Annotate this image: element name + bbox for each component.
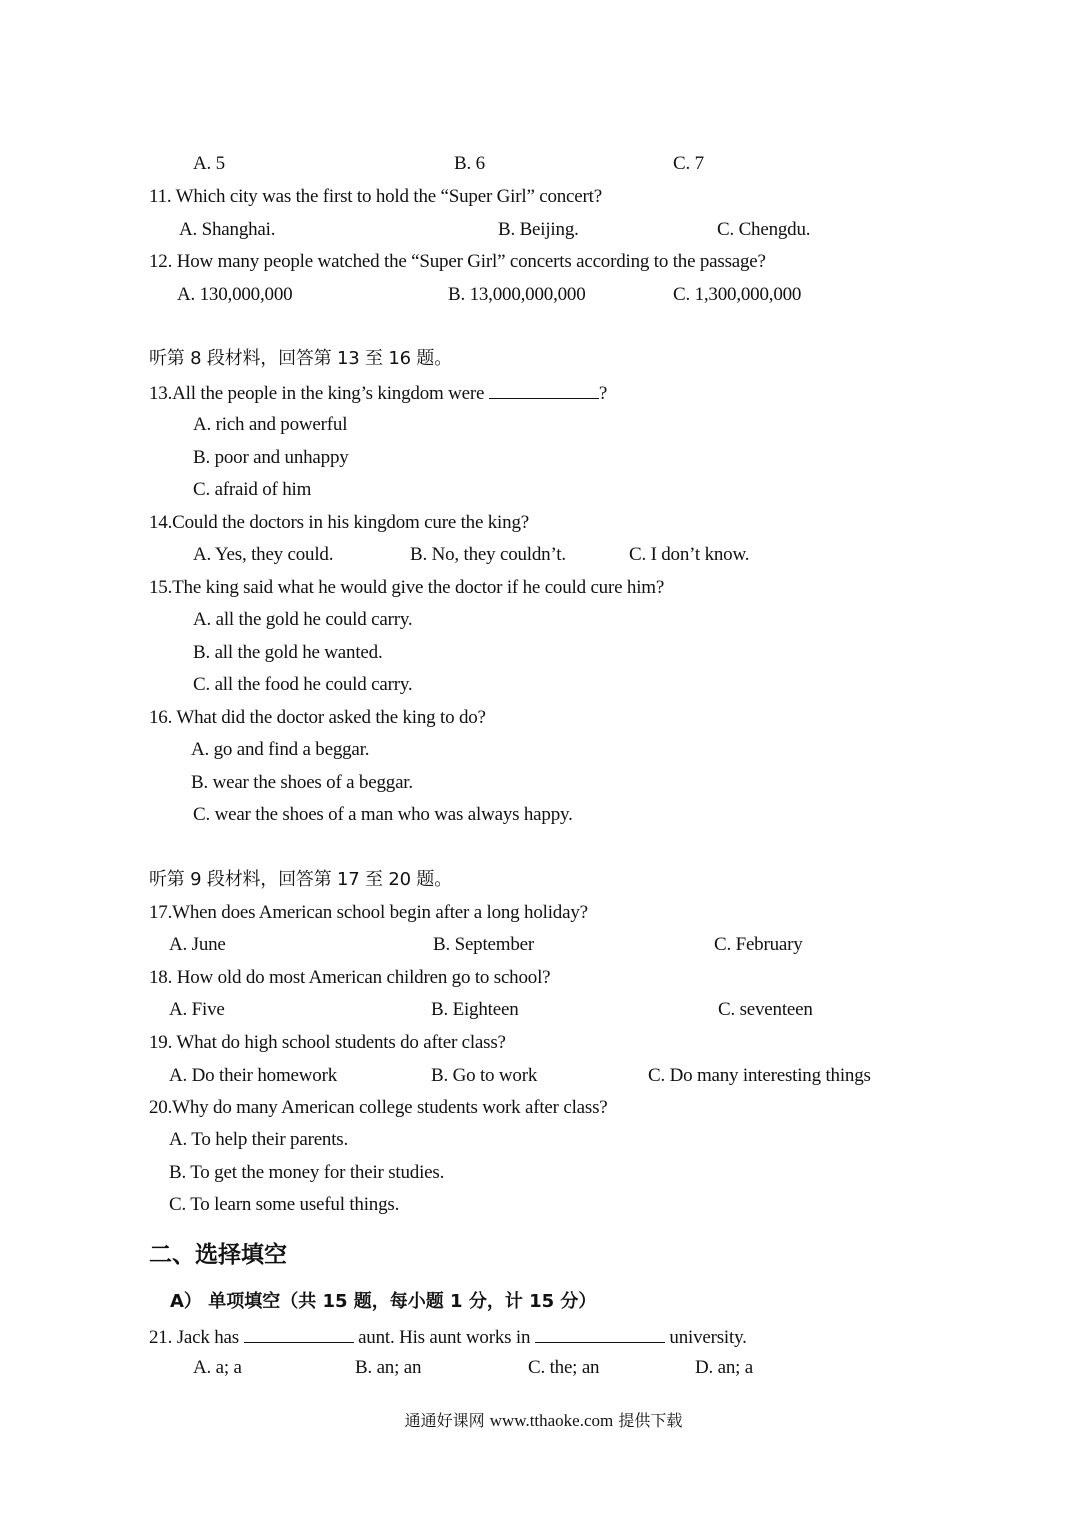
q12-option-b: B. 13,000,000,000 <box>448 284 586 305</box>
q17-option-b: B. September <box>433 934 535 955</box>
q17-option-a: A. June <box>169 934 226 955</box>
q18-option-c: C. seventeen <box>718 999 813 1020</box>
q20-option-b: B. To get the money for their studies. <box>169 1162 445 1183</box>
q13-stem-end: ? <box>598 383 608 404</box>
q11-stem: 11. Which city was the first to hold the “Super Girl” concert? <box>149 186 602 207</box>
q18-stem: 18. How old do most American children go to school? <box>149 967 551 988</box>
q19-option-a: A. Do their homework <box>169 1065 338 1086</box>
q13-option-a: A. rich and powerful <box>193 414 348 435</box>
part-2-heading: 二、选择填空 <box>149 1242 287 1268</box>
q21-blank-1 <box>244 1324 354 1343</box>
q11-option-b: B. Beijing. <box>498 219 579 240</box>
q18-option-b: B. Eighteen <box>431 999 519 1020</box>
q13-stem <box>149 380 607 406</box>
q10-option-a: A. 5 <box>193 153 225 174</box>
section-8-instruction: 听第 8 段材料，回答第 13 至 16 题。 <box>149 348 452 369</box>
q13-blank <box>489 380 599 399</box>
footer-site-name: 通通好课网 <box>404 1411 485 1430</box>
q20-option-c: C. To learn some useful things. <box>169 1194 400 1215</box>
section-9-instruction: 听第 9 段材料，回答第 17 至 20 题。 <box>149 869 452 890</box>
q21-blank-2 <box>535 1324 665 1343</box>
q12-option-a: A. 130,000,000 <box>177 284 293 305</box>
q11-option-a: A. Shanghai. <box>179 219 276 240</box>
q21-stem-part-3: university. <box>669 1327 747 1348</box>
q21-option-d: D. an; a <box>695 1357 754 1378</box>
q12-stem: 12. How many people watched the “Super Girl” concerts according to the passage? <box>149 251 766 272</box>
q14-option-c: C. I don’t know. <box>629 544 750 565</box>
page-footer <box>0 1410 1087 1432</box>
q13-option-c: C. afraid of him <box>193 479 312 500</box>
q21-option-a: A. a; a <box>193 1357 242 1378</box>
q21-option-b: B. an; an <box>355 1357 422 1378</box>
q15-option-b: B. all the gold he wanted. <box>193 642 383 663</box>
footer-suffix: 提供下载 <box>618 1411 683 1430</box>
q16-option-a: A. go and find a beggar. <box>191 739 370 760</box>
q15-option-c: C. all the food he could carry. <box>193 674 413 695</box>
q15-stem: 15.The king said what he would give the doctor if he could cure him? <box>149 577 665 598</box>
q14-stem: 14.Could the doctors in his kingdom cure the king? <box>149 512 529 533</box>
q21-stem <box>149 1324 747 1350</box>
part-2a-heading: A） 单项填空（共 15 题，每小题 1 分，计 15 分） <box>170 1291 597 1312</box>
q15-option-a: A. all the gold he could carry. <box>193 609 413 630</box>
q20-option-a: A. To help their parents. <box>169 1129 349 1150</box>
q12-option-c: C. 1,300,000,000 <box>673 284 802 305</box>
q17-option-c: C. February <box>714 934 803 955</box>
q14-option-b: B. No, they couldn’t. <box>410 544 566 565</box>
q18-option-a: A. Five <box>169 999 225 1020</box>
q19-option-b: B. Go to work <box>431 1065 538 1086</box>
q14-option-a: A. Yes, they could. <box>193 544 334 565</box>
q19-option-c: C. Do many interesting things <box>648 1065 871 1086</box>
q21-stem-part-2: aunt. His aunt works in <box>358 1327 531 1348</box>
q16-stem: 16. What did the doctor asked the king to do? <box>149 707 486 728</box>
q16-option-b: B. wear the shoes of a beggar. <box>191 772 413 793</box>
q10-option-b: B. 6 <box>454 153 485 174</box>
q10-option-c: C. 7 <box>673 153 704 174</box>
q13-option-b: B. poor and unhappy <box>193 447 349 468</box>
q21-stem-part-1: 21. Jack has <box>149 1327 239 1348</box>
q19-stem: 19. What do high school students do after class? <box>149 1032 506 1053</box>
q21-option-c: C. the; an <box>528 1357 600 1378</box>
q16-option-c: C. wear the shoes of a man who was always happy. <box>193 804 573 825</box>
q20-stem: 20.Why do many American college students work after class? <box>149 1097 608 1118</box>
q13-stem-text: 13.All the people in the king’s kingdom were <box>149 383 485 404</box>
q11-option-c: C. Chengdu. <box>717 219 811 240</box>
footer-url[interactable]: www.tthaoke.com <box>489 1411 614 1430</box>
q17-stem: 17.When does American school begin after a long holiday? <box>149 902 588 923</box>
